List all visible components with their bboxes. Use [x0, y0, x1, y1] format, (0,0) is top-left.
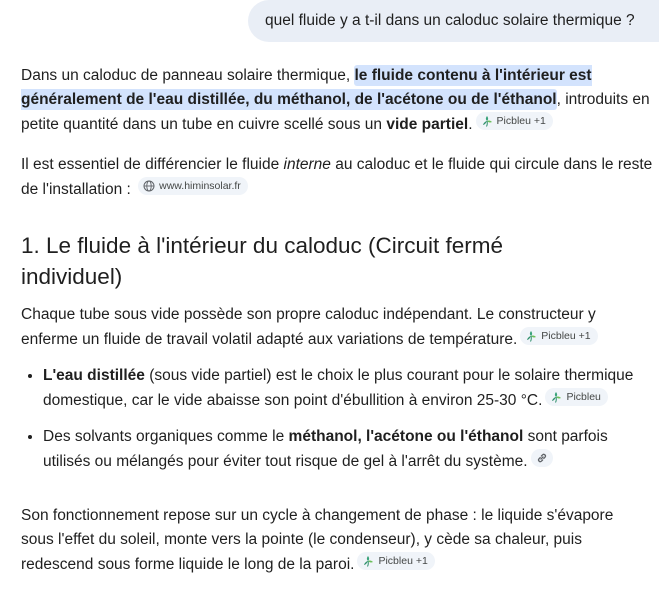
intro-paragraph [21, 64, 659, 137]
source-chip-label: Picbleu +1 [541, 330, 591, 342]
mechanism-text: Son fonctionnement repose sur un cycle à changement de phase : le liquide s'évapore sous l'effet du soleil, monte vers la pointe (le condenseur), y cède sa chaleur, puis redescend sous forme liquide le long de la paroi. [21, 507, 614, 573]
link-icon [536, 452, 548, 464]
intro-text-1: Dans un caloduc de panneau solaire thermique, [21, 67, 355, 84]
bold-vide-partiel: vide partiel [386, 116, 469, 133]
list-item [43, 364, 658, 413]
section-paragraph [21, 303, 651, 352]
section-text: Chaque tube sous vide possède son propre caloduc indépendant. Le constructeur y enferme un fluide de travail volatil adapté aux variations de température. [21, 306, 596, 348]
distinction-paragraph [21, 153, 659, 202]
link-chip[interactable] [531, 449, 553, 467]
source-chip-himinsolar[interactable] [138, 177, 248, 195]
globe-icon [143, 180, 155, 192]
section-heading: 1. Le fluide à l'intérieur du caloduc (Circuit fermé individuel) [21, 233, 504, 289]
user-query-bubble [248, 0, 659, 42]
picbleu-logo-icon [362, 555, 374, 567]
ai-answer [21, 64, 659, 577]
list-item [43, 425, 658, 474]
bullet-text: Des solvants organiques comme le [43, 428, 289, 445]
fluid-list [21, 364, 658, 474]
picbleu-logo-icon [481, 115, 493, 127]
source-chip-label: www.himinsolar.fr [159, 180, 241, 192]
bullet-text: sont parfois utilisés ou mélangés pour éviter tout risque de gel à l'arrêt du système. [43, 428, 608, 470]
bullet-text: (sous vide partiel) est le choix le plus courant pour le solaire thermique domestique, car le vide abaisse son point d'ébullition à environ 25-30 °C. [43, 367, 634, 409]
highlighted-answer: le fluide contenu à l'intérieur est généralement de l'eau distillée, du méthanol, de l'acétone ou de l'éthanol [21, 67, 592, 108]
picbleu-logo-icon [525, 330, 537, 342]
picbleu-logo-icon [550, 391, 562, 403]
source-chip-picbleu[interactable] [520, 327, 597, 345]
source-chip-picbleu[interactable] [476, 112, 553, 130]
intro-text-2: , introduits en petite quantité dans un tube en cuivre scellé sous un [21, 91, 650, 133]
intro-text-3: . [468, 116, 473, 133]
bullet-bold: L'eau distillée [43, 367, 145, 384]
distinction-text-1: Il est essentiel de différencier le fluide [21, 156, 284, 173]
source-chip-picbleu[interactable] [357, 552, 434, 570]
user-query-text: quel fluide y a t-il dans un caloduc solaire thermique ? [265, 12, 635, 29]
source-chip-label: Picbleu +1 [496, 115, 546, 127]
bullet-bold: méthanol, l'acétone ou l'éthanol [288, 428, 524, 445]
italic-interne: interne [283, 156, 331, 173]
mechanism-paragraph [21, 504, 646, 577]
source-chip-label: Picbleu +1 [378, 555, 428, 567]
distinction-text-2: au caloduc et le fluide qui circule dans le reste de l'installation : [21, 156, 653, 198]
source-chip-label: Picbleu [566, 391, 601, 403]
source-chip-picbleu[interactable] [545, 388, 607, 406]
